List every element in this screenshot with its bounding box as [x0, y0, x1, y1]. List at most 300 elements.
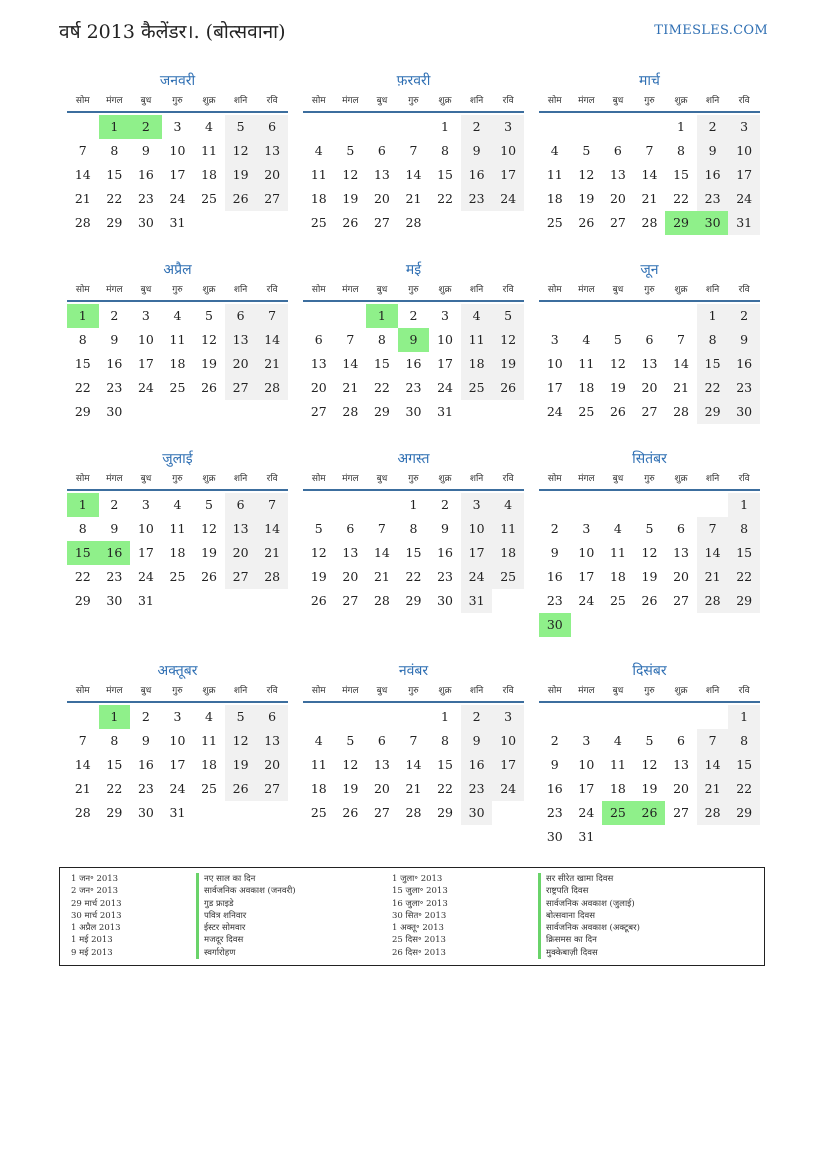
day-cell[interactable]: 29 — [74, 404, 91, 419]
day-cell[interactable]: 22 — [728, 777, 760, 801]
day-cell[interactable]: 6 — [677, 733, 685, 748]
day-cell[interactable]: 21 — [405, 781, 422, 796]
day-cell[interactable]: 13 — [310, 356, 327, 371]
day-cell[interactable]: 25 — [310, 215, 327, 230]
day-cell[interactable]: 20 — [342, 569, 359, 584]
day-cell[interactable]: 12 — [225, 139, 257, 163]
day-cell[interactable]: 7 — [409, 143, 418, 158]
day-cell[interactable]: 11 — [310, 167, 327, 182]
day-cell[interactable]: 4 — [550, 143, 559, 158]
day-cell[interactable]: 26 — [609, 404, 626, 419]
day-cell[interactable]: 30 — [106, 404, 123, 419]
day-cell[interactable]: 10 — [169, 143, 186, 158]
day-cell[interactable]: 11 — [169, 521, 186, 536]
day-cell[interactable]: 30 — [461, 801, 493, 825]
day-cell[interactable]: 8 — [441, 143, 449, 158]
day-cell[interactable]: 5 — [582, 143, 591, 158]
day-cell[interactable]: 30 — [437, 593, 453, 608]
day-cell[interactable]: 15 — [697, 352, 729, 376]
day-cell[interactable]: 16 — [437, 545, 453, 560]
day-cell[interactable]: 4 — [173, 497, 182, 512]
day-cell[interactable]: 4 — [173, 308, 182, 323]
day-cell[interactable]: 12 — [201, 521, 217, 536]
site-link[interactable]: TIMESLES.COM — [654, 23, 768, 38]
day-cell[interactable]: 2 — [441, 497, 449, 512]
day-cell[interactable]: 31 — [437, 404, 453, 419]
day-cell[interactable]: 21 — [74, 781, 91, 796]
day-cell[interactable]: 22 — [106, 781, 123, 796]
day-cell[interactable]: 7 — [645, 143, 654, 158]
day-cell[interactable]: 6 — [677, 521, 685, 536]
day-cell[interactable]: 25 — [609, 593, 626, 608]
day-cell[interactable]: 24 — [492, 777, 524, 801]
day-cell[interactable]: 10 — [578, 757, 595, 772]
day-cell[interactable]: 29 — [728, 589, 760, 613]
day-cell[interactable]: 5 — [645, 733, 654, 748]
day-cell[interactable]: 17 — [461, 541, 493, 565]
day-cell[interactable]: 26 — [634, 801, 666, 825]
day-cell[interactable]: 27 — [673, 805, 689, 820]
day-cell[interactable]: 5 — [225, 705, 257, 729]
day-cell[interactable]: 4 — [205, 119, 213, 134]
day-cell[interactable]: 22 — [728, 565, 760, 589]
day-cell[interactable]: 10 — [169, 733, 186, 748]
day-cell[interactable]: 16 — [728, 352, 760, 376]
day-cell[interactable]: 25 — [461, 376, 493, 400]
day-cell[interactable]: 12 — [342, 757, 359, 772]
day-cell[interactable]: 3 — [492, 115, 524, 139]
day-cell[interactable]: 18 — [609, 781, 626, 796]
day-cell[interactable]: 20 — [256, 753, 288, 777]
day-cell[interactable]: 7 — [78, 733, 87, 748]
day-cell[interactable]: 9 — [728, 328, 760, 352]
day-cell[interactable]: 3 — [728, 115, 760, 139]
day-cell[interactable]: 28 — [256, 376, 288, 400]
day-cell[interactable]: 9 — [697, 139, 729, 163]
day-cell[interactable]: 20 — [673, 569, 689, 584]
day-cell[interactable]: 29 — [106, 805, 123, 820]
day-cell[interactable]: 15 — [728, 753, 760, 777]
day-cell[interactable]: 28 — [641, 215, 658, 230]
day-cell[interactable]: 22 — [437, 781, 453, 796]
day-cell[interactable]: 23 — [728, 376, 760, 400]
day-cell[interactable]: 22 — [697, 376, 729, 400]
day-cell[interactable]: 22 — [405, 569, 422, 584]
day-cell[interactable]: 27 — [225, 565, 257, 589]
day-cell[interactable]: 24 — [492, 187, 524, 211]
day-cell[interactable]: 22 — [373, 380, 390, 395]
day-cell[interactable]: 25 — [546, 215, 563, 230]
day-cell[interactable]: 23 — [461, 187, 493, 211]
day-cell[interactable]: 2 — [550, 733, 559, 748]
day-cell[interactable]: 16 — [697, 163, 729, 187]
day-cell[interactable]: 21 — [673, 380, 689, 395]
day-cell[interactable]: 10 — [578, 545, 595, 560]
day-cell[interactable]: 4 — [492, 493, 524, 517]
day-cell[interactable]: 15 — [405, 545, 422, 560]
day-cell[interactable]: 26 — [310, 593, 327, 608]
day-cell[interactable]: 19 — [342, 191, 359, 206]
day-cell[interactable]: 26 — [492, 376, 524, 400]
day-cell[interactable]: 8 — [110, 733, 119, 748]
day-cell[interactable]: 11 — [461, 328, 493, 352]
day-cell[interactable]: 9 — [441, 521, 449, 536]
day-cell[interactable]: 30 — [106, 593, 123, 608]
day-cell[interactable]: 5 — [613, 332, 622, 347]
day-cell[interactable]: 23 — [546, 805, 563, 820]
day-cell[interactable]: 12 — [342, 167, 359, 182]
day-cell[interactable]: 5 — [205, 497, 213, 512]
day-cell[interactable]: 4 — [582, 332, 591, 347]
day-cell[interactable]: 25 — [492, 565, 524, 589]
day-cell[interactable]: 31 — [137, 593, 154, 608]
day-cell[interactable]: 21 — [342, 380, 359, 395]
day-cell[interactable]: 18 — [609, 569, 626, 584]
day-cell[interactable]: 17 — [169, 167, 186, 182]
day-cell[interactable]: 27 — [641, 404, 658, 419]
day-cell[interactable]: 27 — [673, 593, 689, 608]
day-cell[interactable]: 17 — [578, 781, 595, 796]
day-cell[interactable]: 15 — [373, 356, 390, 371]
day-cell[interactable]: 18 — [578, 380, 595, 395]
day-cell[interactable]: 13 — [373, 167, 390, 182]
day-cell[interactable]: 23 — [697, 187, 729, 211]
day-cell[interactable]: 15 — [67, 541, 99, 565]
day-cell[interactable]: 17 — [728, 163, 760, 187]
day-cell[interactable]: 14 — [697, 753, 729, 777]
day-cell[interactable]: 21 — [405, 191, 422, 206]
day-cell[interactable]: 3 — [441, 308, 449, 323]
day-cell[interactable]: 20 — [641, 380, 658, 395]
day-cell[interactable]: 9 — [110, 332, 119, 347]
day-cell[interactable]: 21 — [74, 191, 91, 206]
day-cell[interactable]: 4 — [461, 304, 493, 328]
day-cell[interactable]: 15 — [106, 757, 123, 772]
day-cell[interactable]: 29 — [106, 215, 123, 230]
day-cell[interactable]: 9 — [461, 139, 493, 163]
day-cell[interactable]: 16 — [137, 167, 154, 182]
day-cell[interactable]: 1 — [67, 493, 99, 517]
day-cell[interactable]: 14 — [256, 328, 288, 352]
day-cell[interactable]: 2 — [728, 304, 760, 328]
day-cell[interactable]: 5 — [346, 143, 355, 158]
day-cell[interactable]: 29 — [373, 404, 390, 419]
day-cell[interactable]: 2 — [461, 705, 493, 729]
day-cell[interactable]: 4 — [613, 733, 622, 748]
day-cell[interactable]: 16 — [546, 569, 563, 584]
day-cell[interactable]: 7 — [256, 493, 288, 517]
day-cell[interactable]: 9 — [550, 545, 559, 560]
day-cell[interactable]: 3 — [173, 709, 182, 724]
day-cell[interactable]: 24 — [137, 380, 154, 395]
day-cell[interactable]: 13 — [342, 545, 359, 560]
day-cell[interactable]: 29 — [74, 593, 91, 608]
day-cell[interactable]: 18 — [461, 352, 493, 376]
day-cell[interactable]: 6 — [377, 143, 386, 158]
day-cell[interactable]: 12 — [492, 328, 524, 352]
day-cell[interactable]: 27 — [256, 777, 288, 801]
day-cell[interactable]: 14 — [405, 757, 422, 772]
day-cell[interactable]: 1 — [409, 497, 418, 512]
day-cell[interactable]: 31 — [169, 805, 186, 820]
day-cell[interactable]: 8 — [677, 143, 685, 158]
day-cell[interactable]: 13 — [256, 729, 288, 753]
day-cell[interactable]: 17 — [137, 545, 154, 560]
day-cell[interactable]: 6 — [377, 733, 386, 748]
day-cell[interactable]: 21 — [697, 777, 729, 801]
day-cell[interactable]: 24 — [437, 380, 453, 395]
day-cell[interactable]: 3 — [173, 119, 182, 134]
day-cell[interactable]: 28 — [342, 404, 359, 419]
day-cell[interactable]: 30 — [697, 211, 729, 235]
day-cell[interactable]: 4 — [613, 521, 622, 536]
day-cell[interactable]: 14 — [673, 356, 689, 371]
day-cell[interactable]: 26 — [225, 187, 257, 211]
day-cell[interactable]: 28 — [74, 215, 91, 230]
day-cell[interactable]: 24 — [169, 191, 186, 206]
day-cell[interactable]: 15 — [437, 167, 453, 182]
day-cell[interactable]: 1 — [99, 705, 131, 729]
day-cell[interactable]: 17 — [546, 380, 563, 395]
day-cell[interactable]: 18 — [201, 167, 217, 182]
day-cell[interactable]: 26 — [641, 593, 658, 608]
day-cell[interactable]: 10 — [546, 356, 563, 371]
day-cell[interactable]: 23 — [137, 781, 154, 796]
day-cell[interactable]: 10 — [137, 332, 154, 347]
day-cell[interactable]: 1 — [441, 709, 449, 724]
day-cell[interactable]: 10 — [137, 521, 154, 536]
day-cell[interactable]: 12 — [641, 545, 658, 560]
day-cell[interactable]: 8 — [441, 733, 449, 748]
day-cell[interactable]: 11 — [201, 733, 217, 748]
day-cell[interactable]: 27 — [310, 404, 327, 419]
day-cell[interactable]: 30 — [137, 805, 154, 820]
day-cell[interactable]: 9 — [141, 143, 150, 158]
day-cell[interactable]: 19 — [641, 569, 658, 584]
day-cell[interactable]: 30 — [728, 400, 760, 424]
day-cell[interactable]: 27 — [609, 215, 626, 230]
day-cell[interactable]: 27 — [373, 805, 390, 820]
day-cell[interactable]: 1 — [441, 119, 449, 134]
day-cell[interactable]: 23 — [106, 569, 123, 584]
day-cell[interactable]: 1 — [728, 705, 760, 729]
day-cell[interactable]: 6 — [645, 332, 654, 347]
day-cell[interactable]: 20 — [373, 781, 390, 796]
day-cell[interactable]: 3 — [582, 733, 591, 748]
day-cell[interactable]: 12 — [578, 167, 595, 182]
day-cell[interactable]: 6 — [314, 332, 323, 347]
day-cell[interactable]: 19 — [310, 569, 327, 584]
day-cell[interactable]: 16 — [546, 781, 563, 796]
day-cell[interactable]: 2 — [697, 115, 729, 139]
day-cell[interactable]: 15 — [728, 541, 760, 565]
day-cell[interactable]: 24 — [461, 565, 493, 589]
day-cell[interactable]: 8 — [697, 328, 729, 352]
day-cell[interactable]: 1 — [728, 493, 760, 517]
day-cell[interactable]: 27 — [256, 187, 288, 211]
day-cell[interactable]: 14 — [342, 356, 359, 371]
day-cell[interactable]: 21 — [641, 191, 658, 206]
day-cell[interactable]: 20 — [609, 191, 626, 206]
day-cell[interactable]: 28 — [405, 805, 422, 820]
day-cell[interactable]: 12 — [201, 332, 217, 347]
day-cell[interactable]: 6 — [256, 705, 288, 729]
day-cell[interactable]: 4 — [314, 733, 323, 748]
day-cell[interactable]: 6 — [346, 521, 355, 536]
day-cell[interactable]: 22 — [74, 569, 91, 584]
day-cell[interactable]: 2 — [130, 115, 162, 139]
day-cell[interactable]: 19 — [641, 781, 658, 796]
day-cell[interactable]: 29 — [697, 400, 729, 424]
day-cell[interactable]: 5 — [492, 304, 524, 328]
day-cell[interactable]: 3 — [141, 497, 150, 512]
day-cell[interactable]: 2 — [409, 308, 418, 323]
day-cell[interactable]: 12 — [609, 356, 626, 371]
day-cell[interactable]: 12 — [310, 545, 327, 560]
day-cell[interactable]: 25 — [169, 380, 186, 395]
day-cell[interactable]: 5 — [346, 733, 355, 748]
day-cell[interactable]: 19 — [201, 545, 217, 560]
day-cell[interactable]: 9 — [550, 757, 559, 772]
day-cell[interactable]: 6 — [613, 143, 622, 158]
day-cell[interactable]: 8 — [78, 521, 87, 536]
day-cell[interactable]: 20 — [225, 352, 257, 376]
day-cell[interactable]: 11 — [492, 517, 524, 541]
day-cell[interactable]: 16 — [405, 356, 422, 371]
day-cell[interactable]: 14 — [373, 545, 390, 560]
day-cell[interactable]: 7 — [697, 517, 729, 541]
day-cell[interactable]: 6 — [225, 493, 257, 517]
day-cell[interactable]: 23 — [546, 593, 563, 608]
day-cell[interactable]: 15 — [74, 356, 91, 371]
day-cell[interactable]: 19 — [342, 781, 359, 796]
day-cell[interactable]: 13 — [641, 356, 658, 371]
day-cell[interactable]: 4 — [314, 143, 323, 158]
day-cell[interactable]: 9 — [461, 729, 493, 753]
day-cell[interactable]: 17 — [137, 356, 154, 371]
day-cell[interactable]: 29 — [665, 211, 697, 235]
day-cell[interactable]: 25 — [169, 569, 186, 584]
day-cell[interactable]: 18 — [169, 545, 186, 560]
day-cell[interactable]: 21 — [697, 565, 729, 589]
day-cell[interactable]: 5 — [314, 521, 323, 536]
day-cell[interactable]: 25 — [201, 781, 217, 796]
day-cell[interactable]: 13 — [673, 757, 689, 772]
day-cell[interactable]: 8 — [78, 332, 87, 347]
day-cell[interactable]: 3 — [492, 705, 524, 729]
day-cell[interactable]: 28 — [256, 565, 288, 589]
day-cell[interactable]: 1 — [677, 119, 685, 134]
day-cell[interactable]: 23 — [137, 191, 154, 206]
day-cell[interactable]: 27 — [225, 376, 257, 400]
day-cell[interactable]: 16 — [137, 757, 154, 772]
day-cell[interactable]: 22 — [74, 380, 91, 395]
day-cell[interactable]: 21 — [256, 541, 288, 565]
day-cell[interactable]: 18 — [201, 757, 217, 772]
day-cell[interactable]: 7 — [78, 143, 87, 158]
day-cell[interactable]: 7 — [377, 521, 386, 536]
day-cell[interactable]: 26 — [201, 380, 217, 395]
day-cell[interactable]: 3 — [582, 521, 591, 536]
day-cell[interactable]: 2 — [461, 115, 493, 139]
day-cell[interactable]: 3 — [461, 493, 493, 517]
day-cell[interactable]: 9 — [398, 328, 430, 352]
day-cell[interactable]: 18 — [310, 781, 327, 796]
day-cell[interactable]: 13 — [225, 517, 257, 541]
day-cell[interactable]: 4 — [205, 709, 213, 724]
day-cell[interactable]: 17 — [437, 356, 453, 371]
day-cell[interactable]: 31 — [728, 211, 760, 235]
day-cell[interactable]: 14 — [697, 541, 729, 565]
day-cell[interactable]: 16 — [461, 753, 493, 777]
day-cell[interactable]: 3 — [141, 308, 150, 323]
day-cell[interactable]: 24 — [546, 404, 563, 419]
day-cell[interactable]: 11 — [546, 167, 563, 182]
day-cell[interactable]: 23 — [437, 569, 453, 584]
day-cell[interactable]: 8 — [728, 517, 760, 541]
day-cell[interactable]: 26 — [201, 569, 217, 584]
day-cell[interactable]: 12 — [641, 757, 658, 772]
day-cell[interactable]: 11 — [609, 545, 626, 560]
day-cell[interactable]: 20 — [225, 541, 257, 565]
day-cell[interactable]: 2 — [110, 497, 119, 512]
day-cell[interactable]: 30 — [405, 404, 422, 419]
day-cell[interactable]: 13 — [609, 167, 626, 182]
day-cell[interactable]: 11 — [201, 143, 217, 158]
day-cell[interactable]: 25 — [310, 805, 327, 820]
day-cell[interactable]: 27 — [373, 215, 390, 230]
day-cell[interactable]: 6 — [225, 304, 257, 328]
day-cell[interactable]: 24 — [578, 593, 595, 608]
day-cell[interactable]: 30 — [137, 215, 154, 230]
day-cell[interactable]: 28 — [697, 801, 729, 825]
day-cell[interactable]: 30 — [546, 829, 563, 844]
day-cell[interactable]: 19 — [578, 191, 595, 206]
day-cell[interactable]: 18 — [492, 541, 524, 565]
day-cell[interactable]: 11 — [169, 332, 186, 347]
day-cell[interactable]: 7 — [346, 332, 355, 347]
day-cell[interactable]: 8 — [728, 729, 760, 753]
day-cell[interactable]: 5 — [225, 115, 257, 139]
day-cell[interactable]: 10 — [728, 139, 760, 163]
day-cell[interactable]: 25 — [578, 404, 595, 419]
day-cell[interactable]: 20 — [373, 191, 390, 206]
day-cell[interactable]: 26 — [225, 777, 257, 801]
day-cell[interactable]: 7 — [677, 332, 685, 347]
day-cell[interactable]: 24 — [137, 569, 154, 584]
day-cell[interactable]: 20 — [673, 781, 689, 796]
day-cell[interactable]: 24 — [169, 781, 186, 796]
day-cell[interactable]: 15 — [673, 167, 689, 182]
day-cell[interactable]: 17 — [492, 753, 524, 777]
day-cell[interactable]: 10 — [492, 139, 524, 163]
day-cell[interactable]: 2 — [550, 521, 559, 536]
day-cell[interactable]: 8 — [409, 521, 418, 536]
day-cell[interactable]: 15 — [437, 757, 453, 772]
day-cell[interactable]: 19 — [201, 356, 217, 371]
day-cell[interactable]: 24 — [728, 187, 760, 211]
day-cell[interactable]: 29 — [437, 805, 453, 820]
day-cell[interactable]: 9 — [110, 521, 119, 536]
day-cell[interactable]: 13 — [256, 139, 288, 163]
day-cell[interactable]: 30 — [539, 613, 571, 637]
day-cell[interactable]: 23 — [106, 380, 123, 395]
day-cell[interactable]: 1 — [67, 304, 99, 328]
day-cell[interactable]: 26 — [342, 215, 359, 230]
day-cell[interactable]: 28 — [74, 805, 91, 820]
day-cell[interactable]: 12 — [225, 729, 257, 753]
day-cell[interactable]: 23 — [461, 777, 493, 801]
